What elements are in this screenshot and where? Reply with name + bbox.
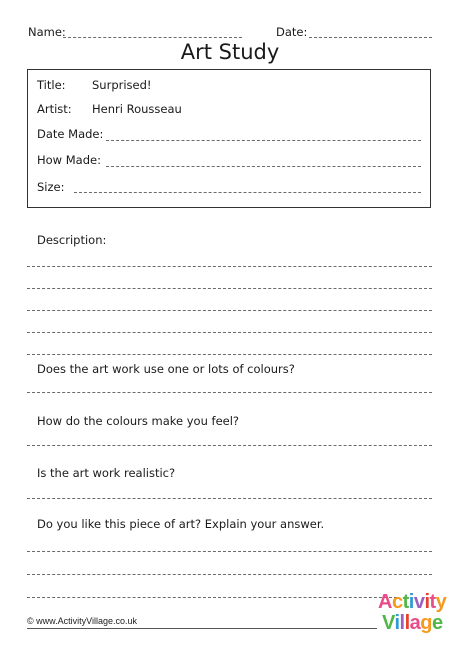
date-label: Date: <box>276 25 308 39</box>
logo-word-activity <box>378 592 446 612</box>
logo-letter: V <box>382 612 395 634</box>
logo-word-village <box>382 613 443 633</box>
title-label: Title: <box>37 78 66 92</box>
date-made-line[interactable] <box>106 140 421 141</box>
logo-letter: c <box>391 591 403 613</box>
logo-letter: e <box>432 612 443 634</box>
date-made-label: Date Made: <box>37 127 104 141</box>
footer-rule <box>27 628 377 629</box>
colours-answer-line[interactable] <box>27 392 432 393</box>
realistic-question: Is the art work realistic? <box>37 466 176 480</box>
artist-label: Artist: <box>37 102 72 116</box>
how-made-label: How Made: <box>37 153 101 167</box>
logo-letter: l <box>404 612 410 634</box>
size-label: Size: <box>37 180 65 194</box>
page-title: Art Study <box>180 40 280 64</box>
how-made-line[interactable] <box>106 166 421 167</box>
like-question: Do you like this piece of art? Explain your answer. <box>37 517 325 531</box>
name-label: Name: <box>28 25 66 39</box>
logo-letter: i <box>408 591 414 613</box>
like-answer-line-1[interactable] <box>27 551 432 552</box>
logo-letter: t <box>402 591 409 613</box>
like-answer-line-2[interactable] <box>27 574 432 575</box>
description-line-5[interactable] <box>27 354 432 355</box>
title-value: Surprised! <box>92 78 152 92</box>
name-line[interactable] <box>63 37 242 38</box>
logo-letter: a <box>409 612 421 634</box>
description-label: Description: <box>37 233 107 247</box>
logo-letter: g <box>420 612 433 634</box>
logo-letter: t <box>429 591 436 613</box>
description-line-2[interactable] <box>27 288 432 289</box>
logo-letter: i <box>424 591 430 613</box>
footer-copyright: © www.ActivityVillage.co.uk <box>27 616 138 626</box>
logo-letter: y <box>435 591 447 613</box>
description-line-3[interactable] <box>27 310 432 311</box>
logo-letter: i <box>394 612 400 634</box>
description-line-4[interactable] <box>27 332 432 333</box>
logo-letter: v <box>413 591 425 613</box>
realistic-answer-line[interactable] <box>27 498 432 499</box>
logo-letter: l <box>399 612 405 634</box>
like-answer-line-3[interactable] <box>27 597 397 598</box>
date-line[interactable] <box>309 37 432 38</box>
size-line[interactable] <box>74 192 421 193</box>
logo-letter: A <box>378 591 392 613</box>
artist-value: Henri Rousseau <box>92 102 182 116</box>
description-line-1[interactable] <box>27 266 432 267</box>
feel-question: How do the colours make you feel? <box>37 414 240 428</box>
feel-answer-line[interactable] <box>27 445 432 446</box>
activity-village-logo <box>378 592 448 638</box>
colours-question: Does the art work use one or lots of colours? <box>37 362 295 376</box>
